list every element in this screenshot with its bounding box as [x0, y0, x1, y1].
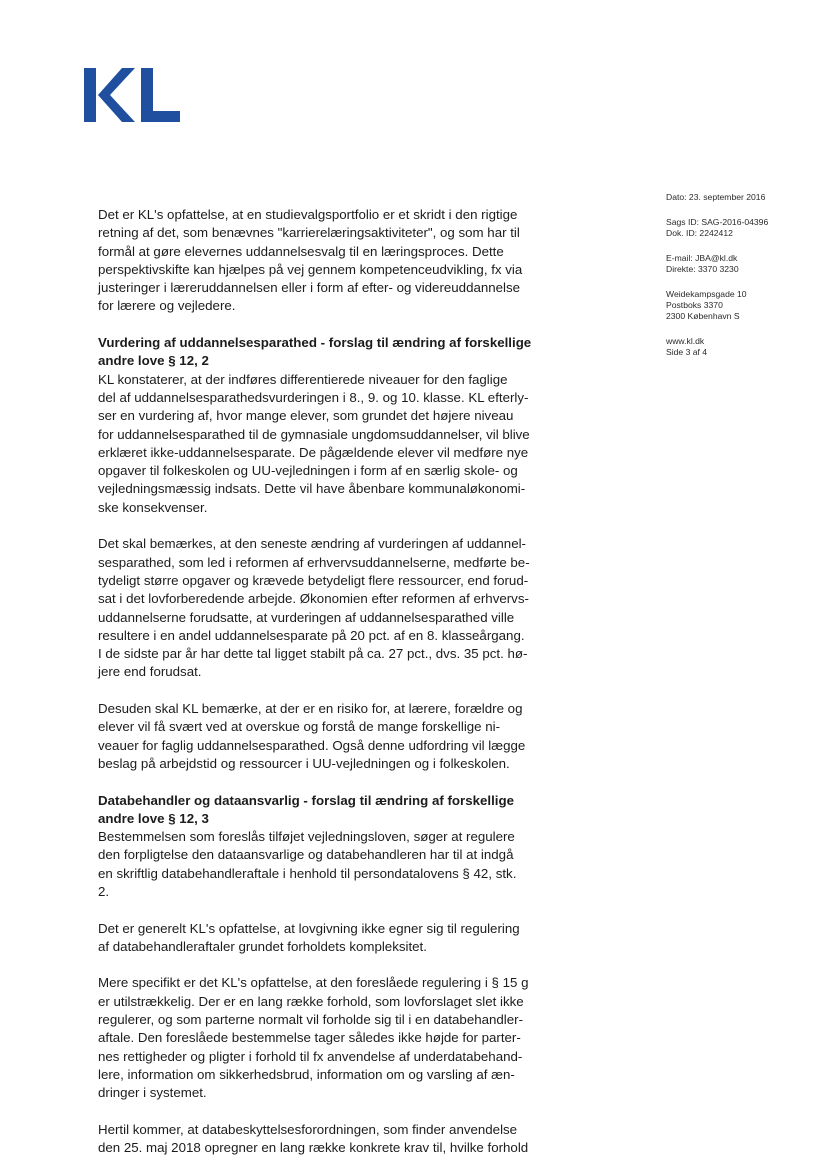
- contact-email: E-mail: JBA@kl.dk: [666, 253, 738, 263]
- document-id: Dok. ID: 2242412: [666, 228, 733, 238]
- letter-body: [98, 206, 568, 1176]
- paragraph-lovgivning: Det er generelt KL's opfattelse, at lovgivning ikke egner sig til regulering af databehandleraftaler grundet forholdets kompleksitet.: [98, 920, 520, 954]
- section-heading-databehandler: Databehandler og dataansvarlig - forslag til ændring af forskellige andre love § 12, 3: [98, 792, 514, 826]
- address-line-2: Postboks 3370: [666, 300, 723, 310]
- document-meta-sidebar: [666, 192, 816, 372]
- paragraph-niveauer: KL konstaterer, at der indføres differentierede niveauer for den faglige del af uddannelsesparathedsvurderingen i 8., 9. og 10. klasse. KL efterly- ser en vurdering af, hvor mange elever, som grundet det højere niveau for uddannelsesparathed til de gymnasiale ungdomsuddannelser, vil blive erklæret ikke-uddannelsesparate. De pågældende elever vil medføre nye opgaver til folkeskolen og UU-vejledningen i form af en særlig skole- og vejledningsmæssig indsats. Dette vil have åbenbare kommunaløkonomi- ske konsekvenser.: [98, 371, 530, 515]
- page-number: Side 3 af 4: [666, 347, 708, 357]
- paragraph-regulering: Mere specifikt er det KL's opfattelse, at den foreslåede regulering i § 15 g er utilstrækkelig. Der er en lang række forhold, som lovforslaget slet ikke regulerer, og som parterne normalt vil forholde sig til i en databehandler- aftale. Den foreslåede bestemmelse tager således ikke højde for parter- nes rettigheder og pligter i forhold til fx anvendelse af underdatabehand- lere, information om sikkerhedsbrud, information om og varsling af æn- dringer i systemet.: [98, 975, 529, 1101]
- section-databehandler: [98, 792, 568, 902]
- website: www.kl.dk: [666, 336, 705, 346]
- kl-logo-mark: [84, 66, 180, 124]
- case-id: Sags ID: SAG-2016-04396: [666, 217, 769, 227]
- paragraph-bestemmelsen: Bestemmelsen som foreslås tilføjet vejledningsloven, søger at regulere den forpligtelse den dataansvarlige og databehandleren har til at indgå en skriftlig databehandleraftale i henhold til persondatalovens § 42, stk. 2.: [98, 829, 517, 899]
- paragraph-forordningen: Hertil kommer, at databeskyttelsesforordningen, som finder anvendelse den 25. maj 2018 opregner en lang række konkrete krav til, hvilke forhold: [98, 1121, 529, 1156]
- paragraph-seneste-aendring: Det skal bemærkes, at den seneste ændring af vurderingen af uddannel- sesparathed, som led i reformen af erhvervsuddannelserne, medførte be- tydeligt større opgaver og krævede betydeligt flere ressourcer, end forud- sat i det lovforberedende arbejde. Økonomien efter reformen af erhvervs- uddannelserne forudsatte, at vurderingen af uddannelsesparathed ville resultere i en andel uddannelsesparate på 20 pct. af en 8. klasseårgang. I de sidste par år har dette tal ligget stabilt på ca. 27 pct., dvs. 35 pct. hø- jere end forudsat.: [98, 536, 530, 680]
- address-line-3: 2300 København S: [666, 311, 740, 321]
- section-heading-uddannelsesparathed: Vurdering af uddannelsesparathed - forslag til ændring af forskellige andre love § 12, 2: [98, 335, 532, 369]
- contact-phone: Direkte: 3370 3230: [666, 264, 739, 274]
- paragraph-risiko: Desuden skal KL bemærke, at der er en risiko for, at lærere, forældre og elever vil få svært ved at overskue og forstå de mange forskellige ni- veauer for faglig uddannelsesparathed. Også denne udfordring vil lægge beslag på arbejdstid og ressourcer i UU-vejledningen og i folkeskolen.: [98, 701, 526, 771]
- kl-logo: [84, 66, 180, 124]
- paragraph-portfolio: Det er KL's opfattelse, at en studievalgsportfolio er et skridt i den rigtige retning af det, som benævnes "karrierelæringsaktiviteter", og som har til formål at gøre elevernes uddannelsesvalg til en læringsproces. Dette perspektivskifte kan hjælpes på vej gennem kompetenceudvikling, fx via justeringer i læreruddannelsen eller i form af efter- og videreuddannelse for lærere og vejledere.: [98, 207, 523, 314]
- section-uddannelsesparathed: [98, 334, 568, 517]
- document-date: Dato: 23. september 2016: [666, 192, 766, 202]
- address-line-1: Weidekampsgade 10: [666, 289, 747, 299]
